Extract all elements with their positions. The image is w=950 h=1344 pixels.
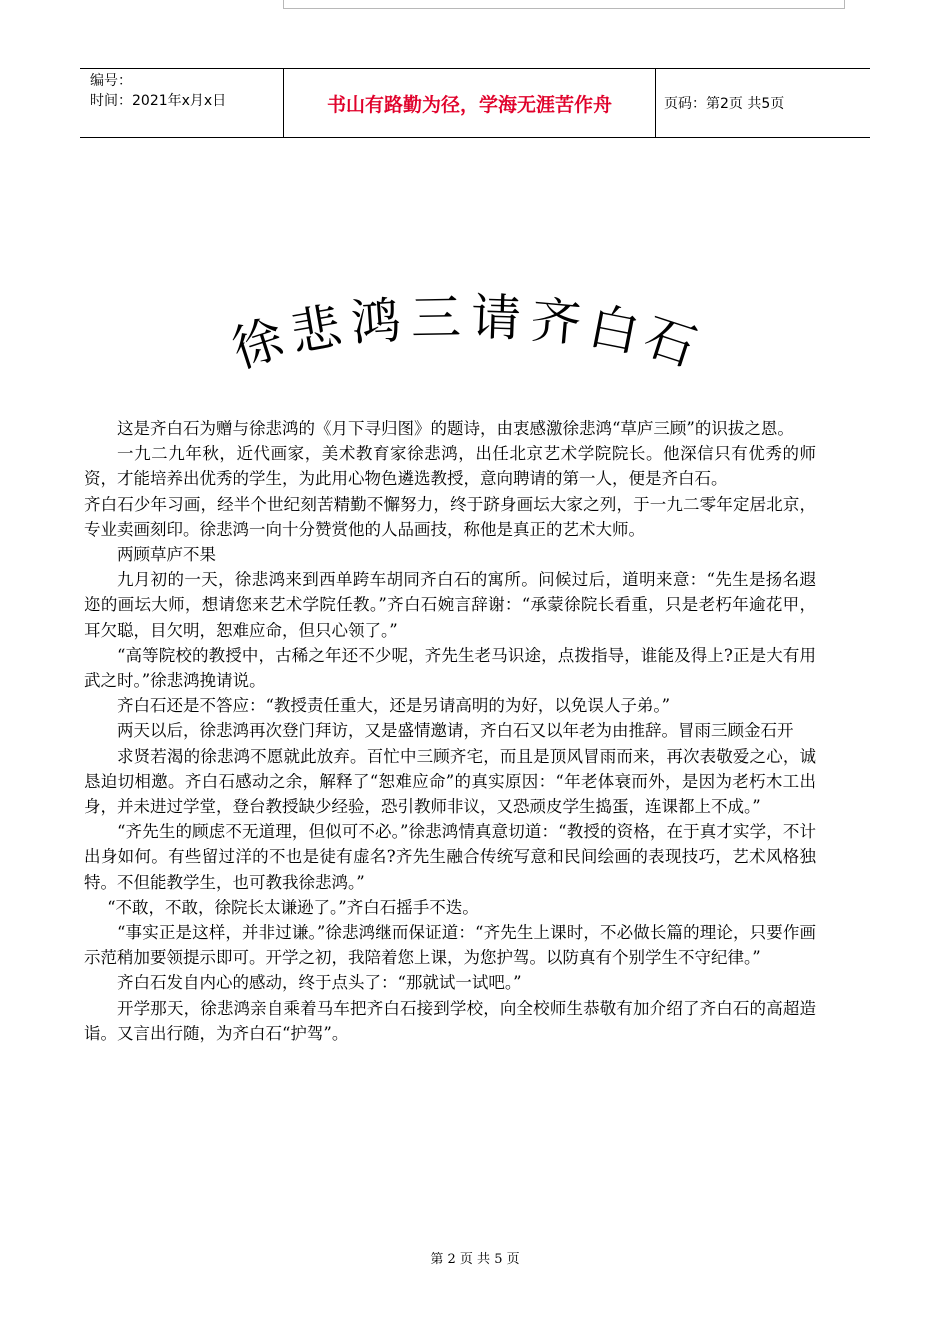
paragraph: 这是齐白石为赠与徐悲鸿的《月下寻归图》的题诗，由衷感激徐悲鸿“草庐三顾”的识拔之恩。 [117,419,794,438]
page-label: 页码：第2页 共5页 [664,96,785,112]
footer-page-number: 第 2 页 共 5 页 [430,1252,520,1267]
paragraph: 齐白石还是不答应：“教授责任重大，还是另请高明的为好，以免误人子弟。” [117,696,671,716]
paragraph: 求贤若渴的徐悲鸿不愿就此放弃。百忙中三顾齐宅，而且是顶风冒雨而来，再次表敬爱之心，诚恳迫切相邀。齐白石感动之余，解释了“恕难应命”的真实原因：“年老体衰而外，是因为老朽木工出身，并未进过学堂，登台教授缺少经验，恐引教师非议，又恐顽皮学生捣蛋，连课都上不成。” [84,746,816,817]
header-meta [80,69,283,137]
title-char: 三 [410,288,462,348]
document-title [225,288,713,380]
title-char: 请 [470,288,522,348]
page-footer [0,1248,950,1267]
paragraph: 开学那天，徐悲鸿亲自乘着马车把齐白石接到学校，向全校师生恭敬有加介绍了齐白石的高超造诣。又言出行随，为齐白石“护驾”。 [84,998,816,1043]
title-char: 石 [637,306,703,378]
paragraph: “不敢，不敢，徐院长太谦逊了。”齐白石摇手不迭。 [107,897,479,917]
title-char: 齐 [528,290,584,354]
paragraph: 一九二九年秋，近代画家，美术教育家徐悲鸿，出任北京艺术学院院长。他深信只有优秀的师资，才能培养出优秀的学生，为此用心物色遴选教授，意向聘请的第一人，便是齐白石。 [84,444,816,489]
paragraph: “事实正是这样，并非过谦。”徐悲鸿继而保证道：“齐先生上课时，不必做长篇的理论，只要作画示范稍加要领提示即可。开学之初，我陪着您上课，为您护驾。以防真有个别学生不守纪律。” [84,923,816,968]
number-label: 编号： [90,73,132,89]
paragraph: “齐先生的顾虑不无道理，但似可不必。”徐悲鸿情真意切道：“教授的资格，在于真才实学，不计出身如何。有些留过洋的不也是徒有虚名?齐先生融合传统写意和民间绘画的表现技巧，艺术风格独特。不但能教学生，也可教我徐悲鸿。” [84,822,816,892]
paragraph: 齐白石发自内心的感动，终于点头了：“那就试一试吧。” [117,973,522,993]
title-char: 鸿 [349,291,403,353]
top-frame [283,0,845,9]
header-motto [283,69,656,137]
title-char: 徐 [225,308,291,380]
paragraph: 九月初的一天，徐悲鸿来到西单跨车胡同齐白石的寓所。问候过后，道明来意：“先生是扬名遐迩的画坛大师，想请您来艺术学院任教。”齐白石婉言辞谢：“承蒙徐院长看重，只是老朽年逾花甲，耳欠聪，目欠明，恕难应命，但只心领了。” [84,570,816,640]
article-body [84,416,816,1046]
motto-text: 书山有路勤为径，学海无涯苦作舟 [326,93,612,116]
section-heading: 两顾草庐不果 [117,545,216,565]
title-char: 悲 [286,297,346,363]
title-char: 白 [583,296,645,364]
page-header [80,68,870,138]
paragraph: “高等院校的教授中，古稀之年还不少呢，齐先生老马识途，点拨指导，谁能及得上?正是大有用武之时。”徐悲鸿挽请说。 [84,645,816,691]
time-label: 时间：2021年x月x日 [90,93,227,109]
paragraph: 齐白石少年习画，经半个世纪刻苦精勤不懈努力，终于跻身画坛大家之列，于一九二零年定居北京，专业卖画刻印。徐悲鸿一向十分赞赏他的人品画技，称他是真正的艺术大师。 [84,494,816,539]
header-page [656,69,870,137]
paragraph: 两天以后，徐悲鸿再次登门拜访，又是盛情邀请，齐白石又以年老为由推辞。冒雨三顾金石开 [117,721,794,741]
